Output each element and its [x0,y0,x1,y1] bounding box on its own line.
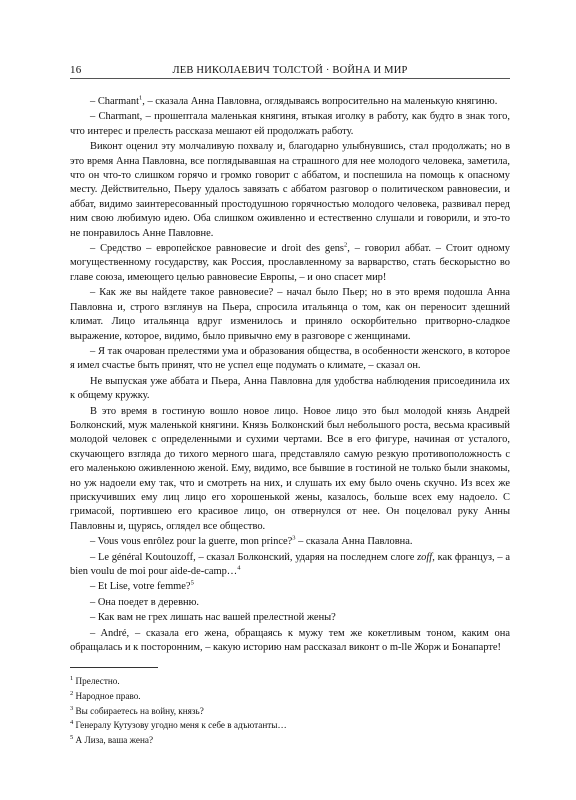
paragraph [70,110,510,139]
text-run: Виконт оценил эту молчаливую похвалу и, благодарно улыбнувшись, стал продолжать; но в это время Анна Павловна, все поглядывавшая на страшного для нее молодого человека, заметила, что он что-то слишком горячо и громко говорит с аббатом, и поспешила на помощь к опасному месту. Действительно, Пьеру удалось завязать с аббатом разговор о политическом равновесии, и аббат, видимо заинтересованный простодушною горячностью молодого человека, развивал перед ним свою любимую идею. Оба слишком оживленно и естественно слушали и говорили, и это-то не понравилось Анне Павловне. [70,141,510,239]
text-run: , – сказала Анна Павловна, оглядываясь вопросительно на маленькую княгиню. [142,96,498,107]
paragraph [70,95,510,109]
text-run: , – говорил аббат. – Стоит одному могущественному государству, как Россия, прославленному за варварство, стать бескорыстно во главе союза, имеющего целью равновесие Европы, – и оно спасет мир! [70,243,510,283]
footnote-text: Генералу Кутузову угодно меня к себе в адъютанты… [73,720,287,731]
text-run: – сказала Анна Павловна. [295,536,413,548]
text-run: – Как же вы найдете такое равновесие? – начал было Пьер; но в это время подошла Анна Павловна и, строго взглянув на Пьера, спросила итальянца о том, как он переносит здешний климат. Лицо итальянца вдруг изменилось и приняло оскорбительно притворно-сладкое выражение, которое, видимо, было привычно ему в разговоре с женщинами. [70,287,510,342]
text-run: – Она поедет в деревню. [90,596,199,608]
paragraph [70,580,510,594]
text-run: Не выпуская уже аббата и Пьера, Анна Павловна для удобства наблюдения присоединила их к общему кружку. [70,375,510,402]
footnote-number: 3 [70,704,74,712]
text-run: – Vous vous enrôlez pour la guerre, mon prince? [90,536,293,548]
paragraph [70,627,510,656]
footnotes [70,674,510,747]
footnote-number: 5 [70,733,74,741]
footnote-text: Народное право. [73,691,141,702]
main-text [70,95,510,655]
text-run: – Le général Koutouzoff, – сказал Болконский, ударяя на последнем слоге [90,551,418,563]
page-number: 16 [70,64,82,76]
footnote-text: А Лиза, ваша жена? [73,734,154,745]
text-run: – Charmant [90,96,139,107]
paragraph [70,535,510,549]
footnote [70,704,510,719]
italic-text: zoff [417,551,433,563]
paragraph [70,611,510,625]
footnote-text: Вы собираетесь на войну, князь? [73,705,204,716]
footnote-ref: 5 [190,579,194,587]
paragraph [70,596,510,610]
footnote [70,674,510,689]
running-title: ЛЕВ НИКОЛАЕВИЧ ТОЛСТОЙ · ВОЙНА И МИР [172,65,408,76]
text-run: – Et Lise, votre femme? [90,581,191,593]
footnote-text: Прелестно. [73,676,120,687]
footnote-number: 1 [70,675,74,683]
footnote-ref: 4 [237,564,241,572]
paragraph [70,242,510,285]
text-run: – Средство – европейское равновесие и droit des gens [90,243,344,255]
text-run: – Я так очарован прелестями ума и образования общества, в особенности женского, в которое я имел счастье быть принят, что не успел еще подумать о климате, – сказал он. [70,345,510,372]
paragraph [70,140,510,241]
footnote-ref: 1 [139,94,143,102]
footnote-number: 2 [70,689,74,697]
footnote-divider [70,667,158,668]
paragraph [70,286,510,344]
paragraph [70,405,510,535]
footnote-ref: 2 [344,241,348,249]
footnote [70,733,510,748]
text-run: В это время в гостиную вошло новое лицо. Новое лицо это был молодой князь Андрей Болконский, муж маленькой княгини. Князь Болконский был небольшого роста, весьма красивый молодой человек с определенными и сухими чертами. Все в его фигуре, начиная от усталого, скучающего взгляда до тихого мерного шага, представляло самую резкую противоположность с его маленькою оживленною женой. Ему, видимо, все бывшие в гостиной не только были знакомы, но уж надоели ему так, что и смотреть на них, и слушать их ему было очень скучно. Из всех же прискучивших ему лиц лицо его хорошенькой жены, казалось, больше всех ему надоело. С гримасой, портившею его красивое лицо, он отвернулся от нее. Он поцеловал руку Анны Павловны и, щурясь, оглядел все общество. [70,405,510,532]
paragraph [70,345,510,374]
paragraph [70,551,510,580]
running-header [70,54,510,79]
text-run: , как француз, – a bien voulu de moi pour aide-de-camp… [70,551,510,577]
footnote [70,689,510,704]
footnote-number: 4 [70,719,74,727]
text-run: – Как вам не грех лишать нас вашей прелестной жены? [90,612,336,624]
footnote [70,718,510,733]
text-run: – Charmant, – прошептала маленькая княгиня, втыкая иголку в работу, как будто в знак того, что интерес и прелесть рассказа мешают ей продолжать работу. [70,111,510,137]
footnote-ref: 3 [292,534,296,542]
text-run: – André, – сказала его жена, обращаясь к мужу тем же кокетливым тоном, каким она обращалась и к посторонним, – какую историю нам рассказал виконт о m-lle Жорж и Бонапарте! [70,627,510,654]
paragraph [70,375,510,404]
